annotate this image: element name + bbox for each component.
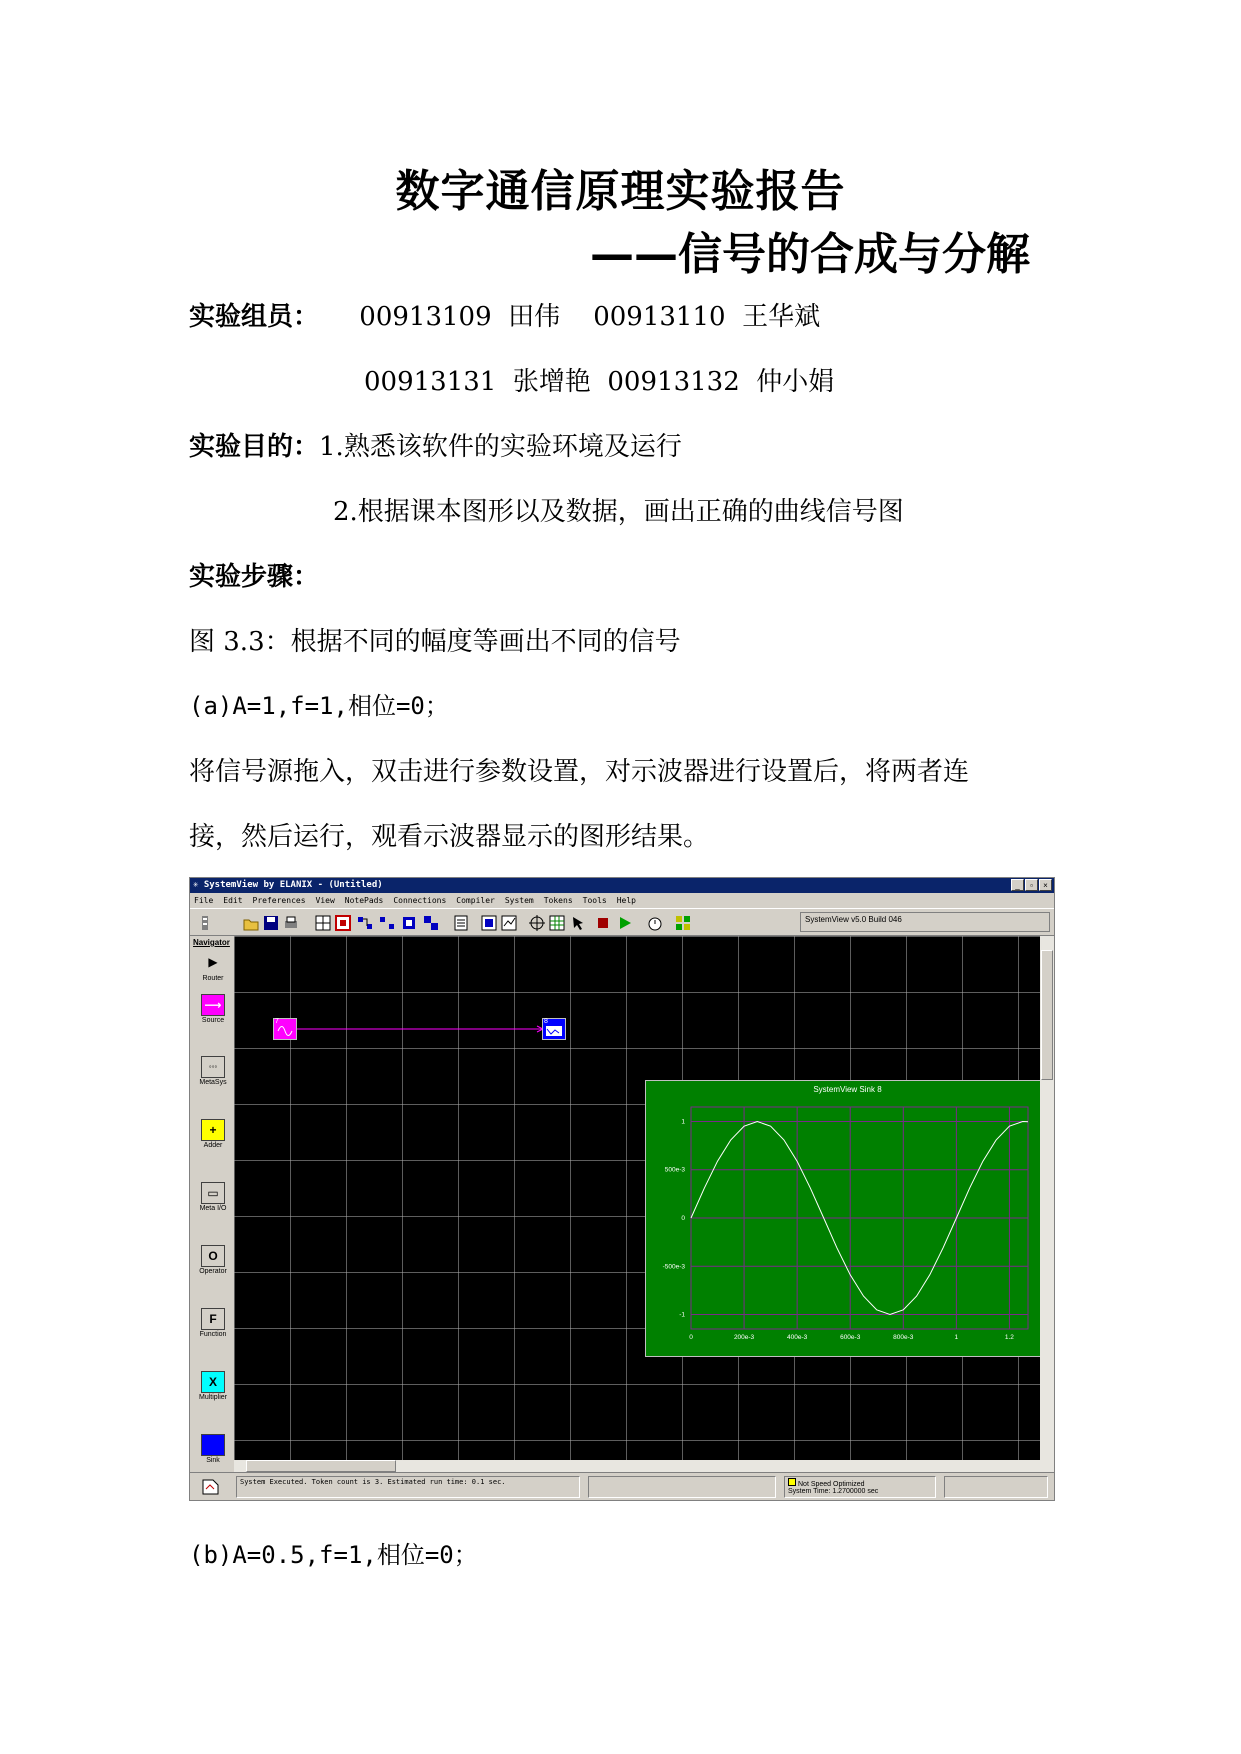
x-tick-label: 1: [954, 1334, 959, 1341]
nav-adder[interactable]: [193, 1119, 233, 1149]
connect-icon[interactable]: [356, 914, 374, 932]
sine-wave-icon: [274, 1019, 296, 1039]
y-tick-label: -500e-3: [662, 1263, 685, 1271]
nav-multiplier-label: Multiplier: [198, 1394, 227, 1401]
menu-tools[interactable]: Tools: [582, 896, 607, 905]
paragraph-line-2: 接，然后运行，观看示波器显示的图形结果。: [189, 822, 710, 852]
x-tick-label: 400e-3: [787, 1334, 808, 1341]
members-line-2: 00913131 张增艳 00913132 仲小娟: [364, 367, 835, 397]
function-icon: F: [201, 1308, 225, 1330]
analysis-icon[interactable]: [500, 914, 518, 932]
nav-metasys-label: MetaSys: [199, 1079, 227, 1086]
nav-meta-io[interactable]: [193, 1182, 233, 1212]
router-icon: ▶: [208, 955, 218, 969]
nav-multiplier[interactable]: [193, 1371, 233, 1401]
vertical-scroll-thumb[interactable]: [1041, 950, 1053, 1080]
nav-source-label: Source: [201, 1017, 225, 1024]
y-tick-label: 500e-3: [664, 1166, 685, 1174]
menu-compiler[interactable]: Compiler: [456, 896, 495, 905]
status-message: System Executed. Token count is 3. Estimated run time: 0.1 sec.: [236, 1476, 580, 1498]
sink-icon: ▬: [201, 1434, 225, 1456]
operator-icon: O: [201, 1245, 225, 1267]
multiplier-icon: X: [201, 1371, 225, 1393]
purpose-item-1: 1.熟悉该软件的实验环境及运行: [319, 432, 682, 462]
speed-text: Not Speed Optimized: [798, 1481, 865, 1488]
metasys-icon: ◦◦◦: [201, 1056, 225, 1078]
sink-token-number: 8: [544, 1018, 548, 1025]
metasystem-icon[interactable]: [400, 914, 418, 932]
members-row-1: [189, 296, 820, 333]
source-token[interactable]: [273, 1018, 297, 1040]
x-tick-label: 1.2: [1004, 1334, 1014, 1341]
y-tick-label: 0: [681, 1215, 685, 1222]
horizontal-scrollbar[interactable]: [234, 1460, 1054, 1472]
menu-file[interactable]: File: [194, 896, 214, 905]
zoom-icon[interactable]: [480, 914, 498, 932]
doc-title: 数字通信原理实验报告: [395, 166, 846, 217]
notepad-icon[interactable]: [452, 914, 470, 932]
token-list-icon[interactable]: [196, 914, 214, 932]
window-buttons: [1011, 879, 1052, 891]
menu-help[interactable]: Help: [616, 896, 636, 905]
menu-bar: [190, 893, 1054, 908]
x-tick-label: 0: [689, 1334, 693, 1341]
figure-caption: 图 3.3：根据不同的幅度等画出不同的信号: [189, 627, 681, 657]
nav-router-label: Router: [202, 975, 224, 982]
speed-status: [784, 1476, 936, 1498]
source-token-number: 7: [275, 1018, 279, 1025]
nav-sink[interactable]: [193, 1434, 233, 1464]
sink-token[interactable]: [542, 1018, 566, 1040]
minimize-button[interactable]: _: [1011, 879, 1024, 891]
x-tick-label: 600e-3: [840, 1334, 861, 1341]
case-a: (a)A=1,f=1,相位=0；: [189, 692, 449, 720]
purpose-row-1: [189, 426, 682, 463]
status-extra: [944, 1476, 1048, 1498]
menu-tokens[interactable]: Tokens: [543, 896, 573, 905]
debug-icon[interactable]: [570, 914, 588, 932]
nav-function-label: Function: [199, 1331, 227, 1338]
duplicate-icon[interactable]: [422, 914, 440, 932]
nav-function[interactable]: [193, 1308, 233, 1338]
y-tick-label: 1: [681, 1118, 685, 1126]
x-tick-label: 800e-3: [893, 1334, 914, 1341]
purpose-item-2: 2.根据课本图形以及数据，画出正确的曲线信号图: [333, 497, 904, 527]
open-folder-icon[interactable]: [242, 914, 260, 932]
restore-button[interactable]: ▫: [1025, 879, 1038, 891]
case-b: (b)A=0.5,f=1,相位=0；: [189, 1541, 478, 1569]
timing-icon[interactable]: [646, 914, 664, 932]
navigator-title: Navigator: [193, 938, 230, 947]
navigator-panel: [190, 936, 234, 1464]
nav-operator-label: Operator: [199, 1268, 227, 1275]
close-button[interactable]: ×: [1039, 879, 1052, 891]
build-label: SystemView v5.0 Build 046: [800, 912, 1050, 932]
paragraph-line-1: 将信号源拖入，双击进行参数设置，对示波器进行设置后，将两者连: [189, 757, 970, 787]
menu-preferences[interactable]: Preferences: [252, 896, 306, 905]
app-window-title: SystemView by ELANIX - (Untitled): [203, 880, 383, 890]
app-title-bar: [190, 878, 1054, 893]
menu-notepads[interactable]: NotePads: [344, 896, 384, 905]
progress-bar: [588, 1476, 776, 1498]
vertical-scrollbar[interactable]: [1040, 936, 1054, 1460]
app-logo-icon: ✳: [193, 880, 204, 890]
analysis-window-icon[interactable]: [674, 914, 692, 932]
nav-metasys[interactable]: [193, 1056, 233, 1086]
root-locus-icon[interactable]: [528, 914, 546, 932]
nav-source[interactable]: [193, 994, 233, 1024]
purpose-label: 实验目的：: [189, 432, 320, 462]
print-icon[interactable]: [282, 914, 300, 932]
systemview-screenshot: [189, 877, 1055, 1501]
nav-meta-io-label: Meta I/O: [199, 1205, 227, 1212]
menu-view[interactable]: View: [315, 896, 335, 905]
menu-connections[interactable]: Connections: [393, 896, 447, 905]
nav-sink-label: Sink: [206, 1457, 220, 1464]
nav-operator[interactable]: [193, 1245, 233, 1275]
menu-edit[interactable]: Edit: [223, 896, 243, 905]
disconnect-icon[interactable]: [378, 914, 396, 932]
run-icon[interactable]: [616, 914, 634, 932]
members-line-1: 00913109 田伟 00913110 王华斌: [359, 302, 821, 332]
chart-title: SystemView Sink 8: [813, 1085, 882, 1094]
connection-line: [297, 1024, 553, 1034]
meta-io-icon: ▭: [201, 1182, 225, 1204]
horizontal-scroll-thumb[interactable]: [246, 1460, 396, 1472]
scope-icon: [543, 1019, 565, 1039]
x-tick-label: 200e-3: [733, 1334, 755, 1341]
grid-icon[interactable]: [314, 914, 332, 932]
save-icon[interactable]: [262, 914, 280, 932]
steps-label: 实验步骤：: [189, 562, 320, 592]
stop-icon[interactable]: [594, 914, 612, 932]
speed-indicator-icon: [788, 1478, 796, 1486]
nav-router[interactable]: [193, 952, 233, 982]
doc-subtitle: ——信号的合成与分解: [590, 229, 1030, 280]
menu-system[interactable]: System: [504, 896, 534, 905]
system-icon[interactable]: [200, 1477, 222, 1497]
nav-adder-label: Adder: [203, 1142, 223, 1149]
design-canvas[interactable]: [234, 936, 1040, 1460]
sink-plot-window[interactable]: [645, 1080, 1050, 1357]
adder-icon: +: [201, 1119, 225, 1141]
y-tick-label: -1: [679, 1311, 685, 1319]
source-icon: ⟶: [201, 994, 225, 1016]
delete-token-icon[interactable]: [334, 914, 352, 932]
bode-plot-icon[interactable]: [548, 914, 566, 932]
members-label: 实验组员：: [189, 302, 320, 332]
system-time: System Time: 1.2700000 sec: [788, 1488, 879, 1495]
sink-plot: [646, 1081, 1049, 1356]
status-bar: [190, 1472, 1054, 1501]
